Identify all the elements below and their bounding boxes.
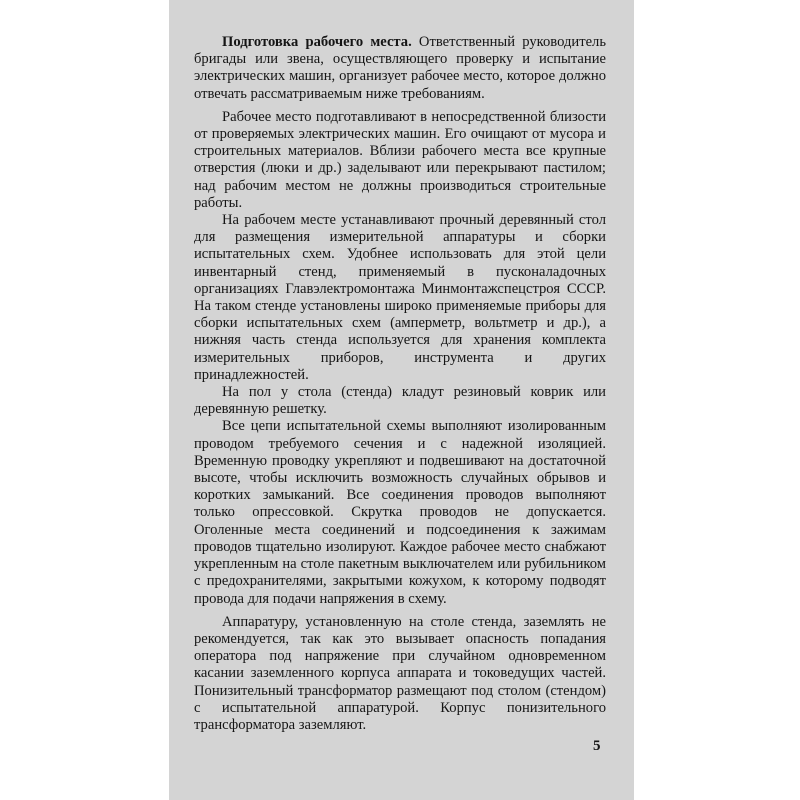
body-paragraph: Аппаратуру, установленную на столе стенда, заземлять не рекомендуется, так как это вызывает опасность попадания оператора под напряжение при случайном одновременном касании заземленного корпуса аппарата и токоведущих частей. Понизительный трансформатор размещают под столом (стендом) с испытательной аппаратурой. Корпус понизительного трансформатора заземляют. bbox=[194, 613, 606, 733]
intro-text: Ответственный руководитель бригады или звена, осуществляющего проверку и испытание электрических машин, организует рабочее место, которое должно отвечать рассматриваемым ниже требованиям. bbox=[194, 34, 606, 102]
body-paragraph: Все цепи испытательной схемы выполняют изолированным проводом требуемого сечения и с надежной изоляцией. Временную проводку укрепляют и подвешивают на достаточной высоте, чтобы исключить возможность случайных обрывов и коротких замыканий. Все соединения проводов выполняют только опрессовкой. Скрутка проводов не допускается. Оголенные места соединений и подсоединения к зажимам проводов тщательно изолируют. Каждое рабочее место снабжают укрепленным на столе пакетным выключателем или рубильником с предохранителями, закрытыми кожухом, к которому подводят провода для подачи напряжения в схему. bbox=[194, 418, 606, 607]
section-heading: Подготовка рабочего места. bbox=[222, 34, 412, 50]
body-paragraph: На рабочем месте устанавливают прочный деревянный стол для размещения измерительной аппаратуры и сборки испытательных схем. Удобнее использовать для этой цели инвентарный стенд, применяемый в пусконаладочных организациях Главэлектромонтажа Минмонтажспецстроя СССР. На таком стенде установлены широко применяемые приборы для сборки испытательных схем (амперметр, вольтметр и др.), а нижняя часть стенда используется для хранения комплекта измерительных приборов, инструмента и других принадлежностей. bbox=[194, 212, 606, 383]
page-number: 5 bbox=[593, 738, 601, 754]
page-text bbox=[194, 34, 606, 740]
intro-paragraph bbox=[194, 34, 606, 103]
body-paragraph: Рабочее место подготавливают в непосредственной близости от проверяемых электрических машин. Его очищают от мусора и строительных материалов. Вблизи рабочего места все крупные отверстия (люки и др.) заделывают или перекрывают пастилом; над рабочим местом не должны производиться строительные работы. bbox=[194, 108, 606, 211]
body-paragraph: На пол у стола (стенда) кладут резиновый коврик или деревянную решетку. bbox=[194, 384, 606, 418]
